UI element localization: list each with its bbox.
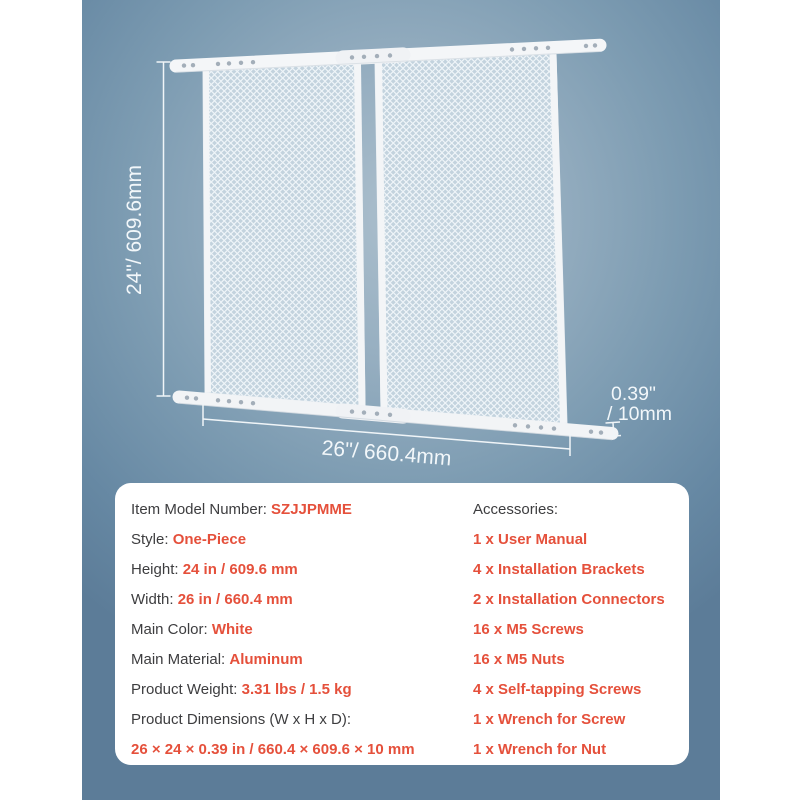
screw-hole xyxy=(526,424,530,428)
screw-hole xyxy=(227,399,231,403)
spec-row-dimensions-value: 26 × 24 × 0.39 in / 660.4 × 609.6 × 10 mm xyxy=(131,741,415,758)
screw-hole xyxy=(388,53,392,57)
accessories-list xyxy=(473,495,665,765)
spec-row-weight: Product Weight: 3.31 lbs / 1.5 kg xyxy=(131,681,352,698)
mesh-panel-left xyxy=(203,63,365,406)
frame-bar xyxy=(358,64,363,406)
accessory-item: 1 x User Manual xyxy=(473,531,588,548)
screw-hole xyxy=(185,396,189,400)
screw-hole xyxy=(191,63,195,67)
screw-hole xyxy=(546,46,550,50)
screw-hole xyxy=(362,410,366,414)
spec-list xyxy=(131,495,415,765)
screw-hole xyxy=(350,55,354,59)
screw-hole xyxy=(216,62,220,66)
screw-hole xyxy=(513,423,517,427)
height-dimension-label: 24"/ 609.6mm xyxy=(123,164,146,296)
spec-card xyxy=(115,483,689,765)
screw-hole xyxy=(239,400,243,404)
accessory-item: 1 x Wrench for Screw xyxy=(473,711,626,728)
screw-hole xyxy=(350,409,354,413)
spec-row-model: Item Model Number: SZJJPMME xyxy=(131,501,352,518)
screw-hole xyxy=(534,46,538,50)
spec-row-color: Main Color: White xyxy=(131,621,253,638)
blue-backdrop xyxy=(82,0,720,800)
width-dimension-label: 26"/ 660.4mm xyxy=(320,436,453,471)
screw-hole xyxy=(388,413,392,417)
screw-hole xyxy=(375,412,379,416)
thickness-dimension-label-line2: / 10mm xyxy=(607,403,673,425)
screw-hole xyxy=(584,44,588,48)
accessory-item: 4 x Installation Brackets xyxy=(473,561,645,578)
mesh-panel-right xyxy=(375,54,567,424)
accessory-item: 2 x Installation Connectors xyxy=(473,591,665,608)
spec-row-height: Height: 24 in / 609.6 mm xyxy=(131,561,298,578)
thickness-dimension-label-line1: 0.39" xyxy=(611,383,656,405)
screw-hole xyxy=(539,425,543,429)
screw-hole xyxy=(552,426,556,430)
height-dimension xyxy=(157,62,171,396)
spec-row-style: Style: One-Piece xyxy=(131,531,247,548)
spec-row-dimensions-label: Product Dimensions (W x H x D): xyxy=(131,711,352,728)
screw-hole xyxy=(589,430,593,434)
screw-hole xyxy=(522,47,526,51)
screw-hole xyxy=(182,63,186,67)
accessory-item: 1 x Wrench for Nut xyxy=(473,741,607,758)
screw-hole xyxy=(251,60,255,64)
screw-hole xyxy=(216,398,220,402)
screw-hole xyxy=(251,401,255,405)
screw-hole xyxy=(194,396,198,400)
accessory-item: 16 x M5 Screws xyxy=(473,621,584,638)
accessories-header: Accessories: xyxy=(473,501,559,518)
screw-hole xyxy=(375,54,379,58)
accessory-item: 4 x Self-tapping Screws xyxy=(473,681,642,698)
accessory-item: 16 x M5 Nuts xyxy=(473,651,565,668)
screw-hole xyxy=(599,430,603,434)
spec-row-width: Width: 26 in / 660.4 mm xyxy=(131,591,293,608)
screw-hole xyxy=(362,55,366,59)
frame-bar xyxy=(206,71,208,393)
screw-hole xyxy=(593,43,597,47)
product-illustration xyxy=(82,0,720,480)
screw-hole xyxy=(227,61,231,65)
spec-row-material: Main Material: Aluminum xyxy=(131,651,303,668)
screw-hole xyxy=(239,61,243,65)
screw-hole xyxy=(510,47,514,51)
